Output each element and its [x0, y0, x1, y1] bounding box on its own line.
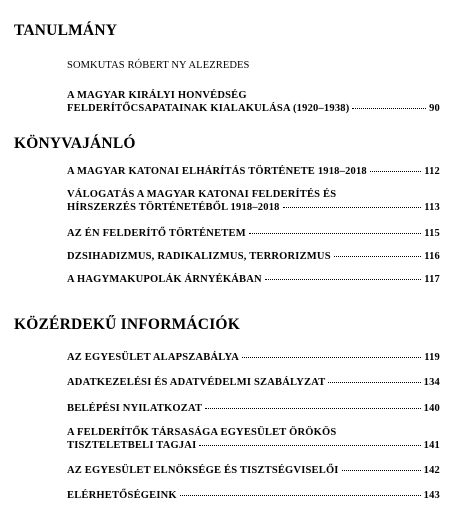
dot-leader	[328, 382, 420, 383]
dot-leader	[265, 279, 421, 280]
entry-title: A MAGYAR KATONAI ELHÁRÍTÁS TÖRTÉNETE 1918–2018	[67, 166, 367, 177]
page-number: 115	[424, 228, 440, 239]
toc-entry[interactable]	[67, 464, 440, 477]
toc-entry[interactable]	[67, 426, 440, 452]
page-number: 90	[429, 103, 440, 114]
entry-title: ADATKEZELÉSI ÉS ADATVÉDELMI SZABÁLYZAT	[67, 377, 326, 388]
dot-leader	[370, 171, 421, 172]
dot-leader	[199, 445, 420, 446]
page-number: 142	[423, 465, 440, 476]
toc-entry[interactable]	[67, 188, 440, 214]
author-name: SOMKUTAS RÓBERT NY ALEZREDES	[67, 60, 250, 71]
toc-entry[interactable]	[67, 402, 440, 415]
entry-title-line1: A FELDERÍTŐK TÁRSASÁGA EGYESÜLET ÖRÖKÖS	[67, 427, 337, 438]
entry-title: AZ EGYESÜLET ELNÖKSÉGE ÉS TISZTSÉGVISELŐI	[67, 465, 339, 476]
page-number: 141	[423, 440, 440, 451]
dot-leader	[283, 207, 422, 208]
entry-title: BELÉPÉSI NYILATKOZAT	[67, 403, 203, 414]
dot-leader	[180, 495, 421, 496]
page-number: 112	[424, 166, 440, 177]
page-number: 119	[424, 352, 440, 363]
entry-title: A HAGYMAKUPOLÁK ÁRNYÉKÁBAN	[67, 274, 262, 285]
toc-entry[interactable]	[67, 351, 440, 364]
dot-leader	[334, 256, 421, 257]
toc-entry[interactable]	[67, 376, 440, 389]
toc-entry[interactable]	[67, 489, 440, 502]
entry-title-line1: VÁLOGATÁS A MAGYAR KATONAI FELDERÍTÉS ÉS	[67, 189, 337, 200]
toc-entry[interactable]	[67, 89, 440, 115]
page-number: 113	[424, 202, 440, 213]
page-number: 116	[424, 251, 440, 262]
page-number: 143	[423, 490, 440, 501]
dot-leader	[242, 357, 421, 358]
page-number: 134	[423, 377, 440, 388]
page-number: 117	[424, 274, 440, 285]
section-title-kozerdeku-informaciok: KÖZÉRDEKŰ INFORMÁCIÓK	[14, 316, 240, 333]
dot-leader	[249, 233, 421, 234]
dot-leader	[342, 470, 421, 471]
entry-title: ELÉRHETŐSÉGEINK	[67, 490, 177, 501]
toc-entry[interactable]	[67, 250, 440, 263]
section-title-konyvajanlo: KÖNYVAJÁNLÓ	[14, 135, 136, 152]
entry-title-line2: FELDERÍTŐCSAPATAINAK KIALAKULÁSA (1920–1938)	[67, 103, 350, 114]
toc-entry[interactable]	[67, 227, 440, 240]
section-title-tanulmany: TANULMÁNY	[14, 22, 118, 39]
dot-leader	[352, 108, 426, 109]
dot-leader	[205, 408, 420, 409]
toc-entry[interactable]	[67, 273, 440, 286]
entry-title: AZ ÉN FELDERÍTŐ TÖRTÉNETEM	[67, 228, 246, 239]
entry-title-line2: HÍRSZERZÉS TÖRTÉNETÉBŐL 1918–2018	[67, 202, 280, 213]
entry-title: AZ EGYESÜLET ALAPSZABÁLYA	[67, 352, 240, 363]
page-number: 140	[423, 403, 440, 414]
toc-entry[interactable]	[67, 165, 440, 178]
entry-title-line1: A MAGYAR KIRÁLYI HONVÉDSÉG	[67, 90, 247, 101]
entry-title-line2: TISZTELETBELI TAGJAI	[67, 440, 197, 451]
entry-title: DZSIHADIZMUS, RADIKALIZMUS, TERRORIZMUS	[67, 251, 331, 262]
